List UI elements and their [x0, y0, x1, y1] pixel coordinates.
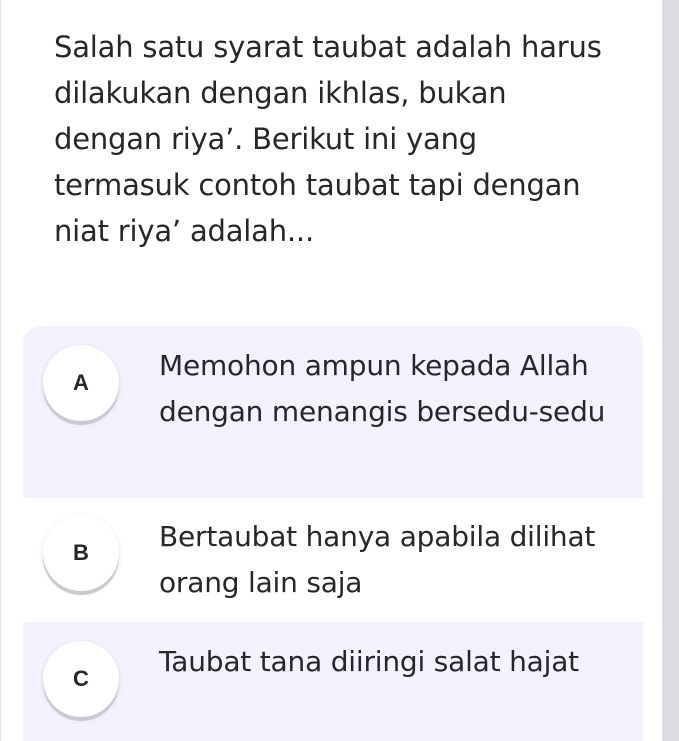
question-text: Salah satu syarat taubat adalah harus dilakukan dengan ikhlas, bukan dengan riya’. Berikut ini yang termasuk contoh taubat tapi dengan niat riya’ adalah...: [54, 30, 602, 248]
option-text: Bertaubat hanya apabila dilihat orang lain saja: [159, 520, 596, 599]
answer-option-b[interactable]: [23, 498, 643, 622]
option-text: Taubat tana diiringi salat hajat: [159, 645, 579, 678]
option-letter-badge: C: [43, 641, 119, 717]
answer-option-a[interactable]: [23, 326, 643, 498]
option-letter-badge: B: [43, 515, 119, 591]
scrollbar-track[interactable]: [662, 0, 679, 741]
answer-option-c[interactable]: [23, 622, 643, 741]
option-text: Memohon ampun kepada Allah dengan menangis bersedu-sedu: [159, 349, 606, 428]
option-letter-badge: A: [43, 345, 119, 421]
